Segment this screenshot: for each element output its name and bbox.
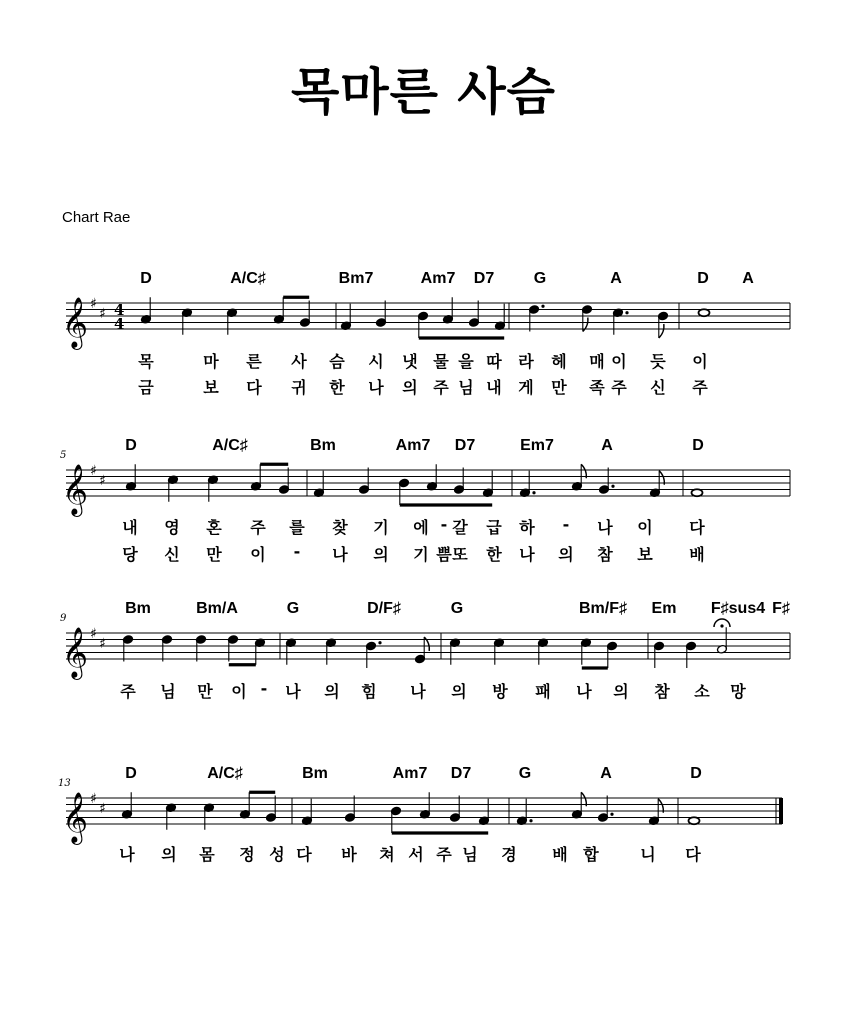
lyric-syllable: - <box>293 542 301 561</box>
augmentation-dot <box>378 641 381 644</box>
lyric-syllable: 소 <box>694 682 710 701</box>
lyric-syllable: 님 <box>458 378 474 397</box>
lyric-syllable: 사 <box>291 352 307 371</box>
treble-clef-icon: 𝄞 <box>62 792 89 843</box>
lyric-syllable: 나 <box>410 682 426 701</box>
lyric-syllable: 패 <box>535 682 551 701</box>
lyric-syllable: 주 <box>611 378 627 397</box>
lyric-syllable: 마 <box>203 352 219 371</box>
chord-symbol: Am7 <box>392 765 428 782</box>
lyric-syllable: 을 <box>458 352 474 371</box>
lyric-syllable: 이 <box>692 352 708 371</box>
lyric-syllable: 매 <box>589 352 605 371</box>
lyric-syllable: 물 <box>433 352 449 371</box>
lyric-syllable: 주 <box>250 518 266 537</box>
lyric-syllable: 나 <box>368 378 384 397</box>
chord-symbol: Bm <box>302 765 328 782</box>
chord-symbol: A <box>600 765 612 782</box>
lyric-syllable: 나 <box>597 518 613 537</box>
chord-symbol: G <box>533 270 547 287</box>
time-signature-top: 4 <box>114 301 125 319</box>
chord-symbol: A/C♯ <box>212 437 248 454</box>
lyric-syllable: 찾 <box>332 518 348 537</box>
lyric-syllable: 참 <box>597 545 613 564</box>
chord-symbol: G <box>286 600 300 617</box>
chord-symbol: G <box>450 600 464 617</box>
chord-symbol: A/C♯ <box>230 270 266 287</box>
chord-symbol: F♯sus4 <box>710 600 766 617</box>
lyric-syllable: 금 <box>138 378 154 397</box>
lyric-syllable: 주 <box>120 682 136 701</box>
lyric-syllable: 나 <box>285 682 301 701</box>
composer-label: Chart Rae <box>62 209 131 226</box>
lyric-syllable: 다 <box>685 845 701 864</box>
lyric-syllable: 다 <box>296 845 312 864</box>
lyric-syllable: 이 <box>637 518 653 537</box>
sharp-icon: ♯ <box>99 472 106 489</box>
lyric-syllable: 이 <box>231 682 247 701</box>
treble-clef-icon: 𝄞 <box>62 464 89 515</box>
augmentation-dot <box>532 491 535 494</box>
lyric-syllable: 혼 <box>206 518 222 537</box>
chord-symbol: D7 <box>473 270 495 287</box>
chord-symbol: D <box>697 270 709 287</box>
chord-symbol: Bm/F♯ <box>579 600 627 617</box>
lyric-syllable: 보 <box>637 545 653 564</box>
lyric-syllable: 따 <box>486 352 502 371</box>
lyric-syllable: 의 <box>613 682 629 701</box>
sharp-icon: ♯ <box>99 305 106 322</box>
measure-number: 5 <box>60 450 67 461</box>
lyric-syllable: 주 <box>436 845 452 864</box>
chord-symbol: Am7 <box>420 270 456 287</box>
lyric-syllable: 만 <box>551 378 567 397</box>
augmentation-dot <box>611 485 614 488</box>
lyric-syllable: 시 <box>368 352 384 371</box>
chord-symbol: D7 <box>450 765 472 782</box>
lyric-syllable: 힘 <box>361 682 377 701</box>
lyric-syllable: 바 <box>341 845 357 864</box>
lyric-syllable: 귀 <box>291 378 307 397</box>
augmentation-dot <box>610 813 613 816</box>
lyric-syllable: - <box>260 679 268 698</box>
lyric-syllable: 의 <box>373 545 389 564</box>
lyric-syllable: 망 <box>730 682 746 701</box>
chord-symbol: D <box>690 765 702 782</box>
final-barline <box>779 798 783 824</box>
chord-symbol: D <box>140 270 152 287</box>
lyric-syllable: 내 <box>486 378 502 397</box>
lyric-syllable: 나 <box>576 682 592 701</box>
lyric-syllable: 님 <box>160 682 176 701</box>
lyric-syllable: 내 <box>122 518 138 537</box>
augmentation-dot <box>541 305 544 308</box>
lyric-syllable: 냇 <box>402 352 418 371</box>
lyric-syllable: 다 <box>246 378 262 397</box>
chord-symbol: D <box>125 765 137 782</box>
lyric-syllable: 급 <box>486 518 502 537</box>
time-signature-bottom: 4 <box>114 315 125 333</box>
lyric-syllable: 헤 <box>551 352 567 371</box>
lyric-syllable: - <box>440 515 448 534</box>
lyric-syllable: 만 <box>206 545 222 564</box>
chord-symbol: A <box>601 437 613 454</box>
staff-system <box>62 463 790 517</box>
staff-system <box>62 619 790 680</box>
fermata-dot <box>720 624 723 627</box>
sharp-icon: ♯ <box>90 296 97 312</box>
chord-symbol: G <box>518 765 532 782</box>
lyric-syllable: 당 <box>122 545 138 564</box>
chord-symbol: Bm <box>310 437 336 454</box>
song-title: 목마른 사슴 <box>291 63 556 121</box>
lyric-syllable: 방 <box>492 682 508 701</box>
chord-symbol: A <box>610 270 622 287</box>
lyric-syllable: 만 <box>197 682 213 701</box>
chord-symbol: Am7 <box>395 437 431 454</box>
chord-symbol: Bm7 <box>338 270 374 287</box>
lyric-syllable: 합 <box>583 845 599 864</box>
lyric-syllable: 몸 <box>199 845 215 864</box>
lyric-syllable: 듯 <box>650 352 666 371</box>
chord-symbol: A <box>742 270 754 287</box>
chord-symbol: D <box>692 437 704 454</box>
augmentation-dot <box>625 311 628 314</box>
augmentation-dot <box>529 819 532 822</box>
lyric-syllable: 의 <box>402 378 418 397</box>
lyric-syllable: 니 <box>640 845 656 864</box>
chord-symbol: D/F♯ <box>367 600 401 617</box>
lyric-syllable: 기 <box>373 518 389 537</box>
lyric-syllable: 배 <box>552 845 568 864</box>
lyric-syllable: 참 <box>654 682 670 701</box>
treble-clef-icon: 𝄞 <box>62 297 89 348</box>
measure-number: 9 <box>60 613 67 624</box>
lyric-syllable: 신 <box>164 545 180 564</box>
lyric-syllable: 의 <box>161 845 177 864</box>
lyric-syllable: 영 <box>164 518 180 537</box>
staff-system <box>62 791 783 845</box>
lyric-syllable: 의 <box>451 682 467 701</box>
treble-clef-icon: 𝄞 <box>62 627 89 678</box>
lyric-syllable: 경 <box>501 845 517 864</box>
lyric-syllable: 한 <box>486 545 502 564</box>
lyric-syllable: 나 <box>119 845 135 864</box>
lyric-syllable: 성 <box>269 845 285 864</box>
chord-symbol: Em7 <box>520 437 554 454</box>
lyric-syllable: 의 <box>324 682 340 701</box>
lyric-syllable: 님 <box>462 845 478 864</box>
lyric-syllable: 이 <box>250 545 266 564</box>
lyric-syllable: 배 <box>689 545 705 564</box>
lyric-syllable: 나 <box>519 545 535 564</box>
chord-symbol: Em <box>651 600 677 617</box>
lyric-syllable: 주 <box>692 378 708 397</box>
sharp-icon: ♯ <box>99 635 106 652</box>
measure-number: 13 <box>58 778 71 789</box>
sharp-icon: ♯ <box>90 626 97 642</box>
lyric-syllable: 하 <box>519 518 535 537</box>
notehead <box>699 309 710 316</box>
notehead <box>689 817 700 824</box>
chord-symbol: Bm/A <box>196 600 238 617</box>
chord-symbol: F♯ <box>772 600 790 617</box>
lyric-syllable: 를 <box>289 518 305 537</box>
lyric-syllable: 에 <box>413 518 429 537</box>
lyric-syllable: 기 <box>413 545 429 564</box>
note-flag <box>659 324 664 338</box>
lyric-syllable: 이 <box>611 352 627 371</box>
lyric-syllable: 쁨 <box>436 545 452 564</box>
lyric-syllable: 주 <box>433 378 449 397</box>
lyric-syllable: 신 <box>650 378 666 397</box>
lyric-syllable: 나 <box>332 545 348 564</box>
sharp-icon: ♯ <box>90 463 97 479</box>
lyric-syllable: 슴 <box>329 352 345 371</box>
lyric-syllable: 보 <box>203 378 219 397</box>
chord-symbol: D7 <box>454 437 476 454</box>
lyric-syllable: 라 <box>518 352 534 371</box>
sharp-icon: ♯ <box>99 800 106 817</box>
chord-symbol: Bm <box>125 600 151 617</box>
sharp-icon: ♯ <box>90 791 97 807</box>
lyric-syllable: 다 <box>689 518 705 537</box>
notehead <box>692 489 703 496</box>
lyric-syllable: 또 <box>452 545 468 564</box>
lyric-syllable: 의 <box>558 545 574 564</box>
lyric-syllable: 한 <box>329 378 345 397</box>
chord-symbol: A/C♯ <box>207 765 243 782</box>
lyric-syllable: 정 <box>239 845 255 864</box>
chord-symbol: D <box>125 437 137 454</box>
lyric-syllable: 쳐 <box>379 845 395 864</box>
lyric-syllable: 게 <box>518 378 534 397</box>
lyric-syllable: - <box>562 515 570 534</box>
lyric-syllable: 른 <box>246 352 262 371</box>
lyric-syllable: 족 <box>589 378 605 397</box>
lyric-syllable: 서 <box>408 845 424 864</box>
staff-system <box>62 296 790 350</box>
lyric-syllable: 목 <box>138 352 154 371</box>
lyric-syllable: 갈 <box>452 518 468 537</box>
